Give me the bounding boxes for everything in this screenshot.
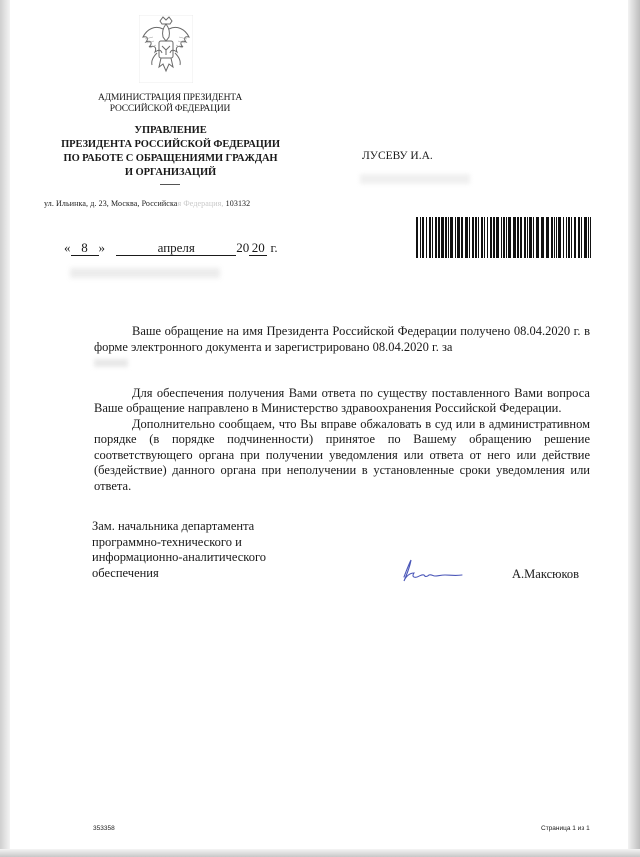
date-day: 8: [71, 241, 99, 256]
department-line-4: И ОРГАНИЗАЦИЙ: [124, 167, 217, 178]
redacted-registration-id: [94, 359, 128, 367]
scan-edge-left: [0, 0, 10, 857]
department-divider: [160, 184, 180, 185]
date-close-quote: »: [98, 240, 105, 255]
signer-title: [92, 519, 312, 581]
page-number: Страница 1 из 1: [541, 825, 590, 832]
handwritten-signature: [398, 557, 468, 585]
document-date: [64, 240, 278, 256]
address-line: [44, 199, 314, 208]
scan-edge-right: [628, 0, 640, 857]
department-name: [48, 124, 293, 180]
date-year-prefix: 20: [236, 240, 250, 255]
administration-name: [60, 93, 280, 115]
recipient-redacted-address: [360, 174, 470, 184]
signer-title-line-3: информационно-аналитического: [92, 550, 267, 564]
paragraph-received: [94, 324, 590, 371]
administration-line-1: АДМИНИСТРАЦИЯ ПРЕЗИДЕНТА: [97, 93, 243, 103]
coat-of-arms-emblem-icon: [139, 15, 193, 83]
signer-title-line-1: Зам. начальника департамента: [92, 519, 255, 533]
date-year-suffix: 20: [249, 241, 267, 256]
paragraph-forwarded: Для обеспечения получения Вами ответа по существу поставленного Вами вопроса Ваше обращение направлено в Министерство здравоохранения Российской Федерации.: [94, 385, 590, 415]
department-line-2: ПРЕЗИДЕНТА РОССИЙСКОЙ ФЕДЕРАЦИИ: [61, 139, 280, 150]
department-line-1: УПРАВЛЕНИЕ: [134, 125, 207, 136]
administration-line-2: РОССИЙСКОЙ ФЕДЕРАЦИИ: [109, 104, 231, 114]
document-barcode: [416, 217, 591, 258]
paragraph-received-text: Ваше обращение на имя Президента Российской Федерации получено 08.04.2020 г. в форме электронного документа и зарегистрировано 08.04.2020 г. за: [94, 324, 590, 354]
redacted-registration-number: [70, 268, 220, 278]
recipient-name: ЛУСЕВУ И.А.: [362, 150, 433, 162]
department-line-3: ПО РАБОТЕ С ОБРАЩЕНИЯМИ ГРАЖДАН: [63, 153, 278, 164]
signer-title-line-2: программно-технического и: [92, 534, 242, 549]
scan-edge-bottom: [0, 849, 640, 857]
postal-code: 103132: [225, 199, 251, 208]
date-open-quote: «: [64, 240, 71, 255]
letter-body: [94, 324, 590, 494]
date-year-abbr: г.: [270, 240, 278, 255]
paragraph-appeal: Дополнительно сообщаем, что Вы вправе обжаловать в суд или в административном порядке (в порядке подчиненности) принятое по Вашему обращению решение соответствующего органа при получении уведомления или ответа от него или действие (бездействие) данного органа при неполучении в установленные сроки уведомления или ответа.: [94, 416, 590, 493]
address-faded-text: я Федерация,: [177, 199, 226, 208]
signer-title-line-4: обеспечения: [92, 565, 159, 580]
document-code: 353358: [93, 825, 115, 832]
date-month: апреля: [116, 241, 236, 256]
signer-name: А.Максюков: [512, 567, 580, 581]
address-text: ул. Ильинка, д. 23, Москва, Российска: [44, 199, 178, 208]
